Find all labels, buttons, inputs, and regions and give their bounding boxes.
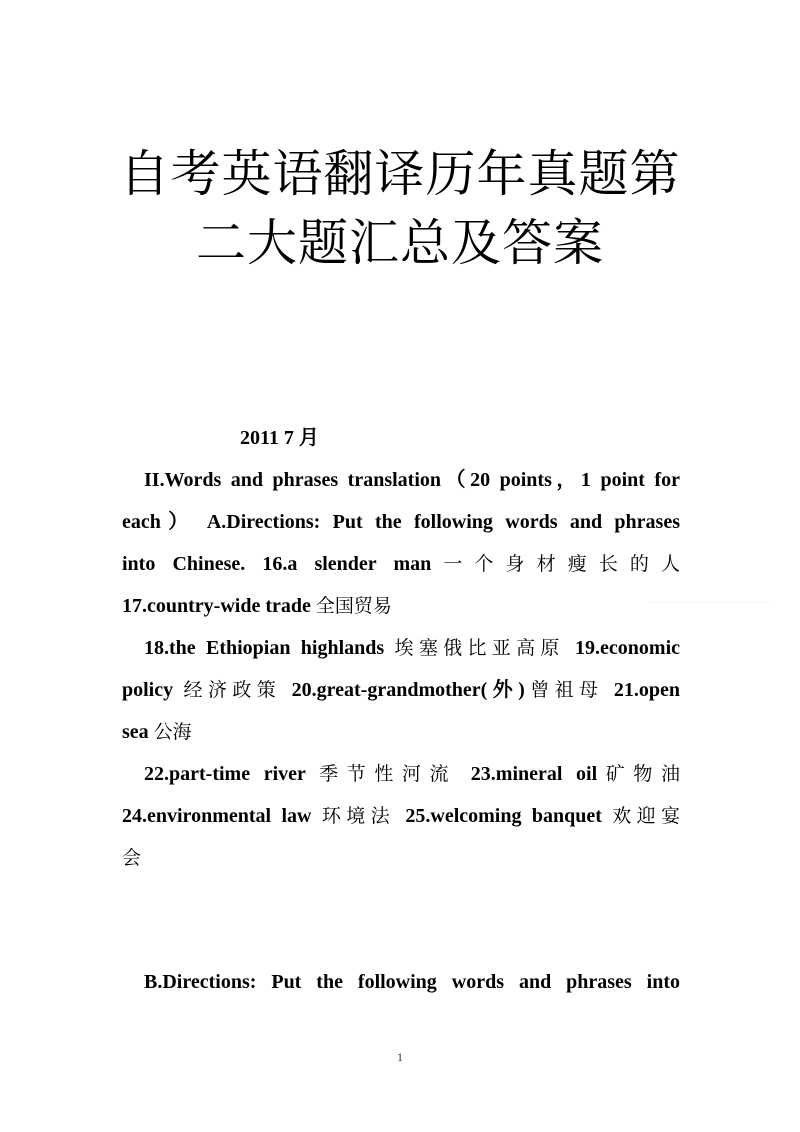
section-heading-text: II.Words and phrases translation（20 points，1 point for — [144, 469, 680, 491]
item-16-line — [122, 550, 680, 578]
item-23-a: 23.mineral — [470, 763, 563, 785]
directions-b-line — [122, 968, 680, 996]
document-title-line-1: 自考英语翻译历年真题第 — [119, 145, 681, 203]
item-19-group: policy 经济政策 — [122, 679, 282, 701]
item-17-text: 17.country-wide trade — [122, 595, 311, 617]
item-18-group: 18.the Ethiopian highlands 埃塞俄比亚高原 — [144, 637, 565, 659]
item-19-start: 19.economic — [575, 637, 681, 659]
item-17-line — [122, 592, 680, 620]
word-into: into — [122, 553, 156, 575]
directions-a-line — [122, 508, 680, 536]
item-19-translation: 经济政策 — [183, 679, 282, 701]
item-21-start: 21.open — [613, 679, 681, 701]
faint-dotted-mark — [650, 602, 770, 604]
item-18-19-line — [122, 634, 680, 662]
item-24-translation: 环境法 — [321, 805, 395, 827]
item-22-23-line — [122, 760, 680, 788]
page-number: 1 — [397, 1050, 403, 1064]
item-17-translation: 全国贸易 — [315, 595, 392, 617]
item-18-translation: 埃塞俄比亚高原 — [394, 637, 565, 659]
exam-date: 2011 7 月 — [240, 427, 319, 449]
item-21-translation: 公海 — [153, 721, 192, 743]
item-25-translation-continued: 会 — [122, 847, 142, 869]
item-16-number: 16.a — [262, 553, 298, 575]
item-24-group: 24.environmental law 环境法 — [122, 805, 395, 827]
word-chinese: Chinese. — [172, 553, 246, 575]
item-22-group: river 季节性河流 — [263, 763, 458, 785]
item-20-group: 20.great-grandmother(外)曾祖母 — [291, 679, 604, 701]
item-20-translation: 曾祖母 — [524, 679, 604, 701]
item-25-continued-line — [122, 844, 680, 872]
item-25-translation: 欢迎宴 — [612, 805, 681, 827]
item-25-group: 25.welcoming banquet 欢迎宴 — [405, 805, 681, 827]
section-heading-continued: each） — [122, 511, 196, 533]
item-21-end-line — [122, 718, 680, 746]
item-22-a: 22.part-time — [144, 763, 251, 785]
item-23-translation: 矿物油 — [597, 763, 680, 785]
item-19-21-line — [122, 676, 680, 704]
item-16-translation: 一个身材瘦长的人 — [431, 553, 681, 575]
item-21-end: sea — [122, 721, 149, 743]
directions-a-text: A.Directions: Put the following words and phrases — [206, 511, 680, 533]
item-23-group: oil矿物油 — [576, 763, 680, 785]
item-16-man: man一个身材瘦长的人 — [393, 553, 681, 575]
directions-b-text: B.Directions: Put the following words and phrases into — [144, 971, 680, 993]
item-24-25-line — [122, 802, 680, 830]
document-title-line-2: 二大题汇总及答案 — [196, 214, 604, 272]
item-16-word: slender — [314, 553, 377, 575]
section-heading — [122, 466, 680, 494]
item-22-translation: 季节性河流 — [319, 763, 458, 785]
